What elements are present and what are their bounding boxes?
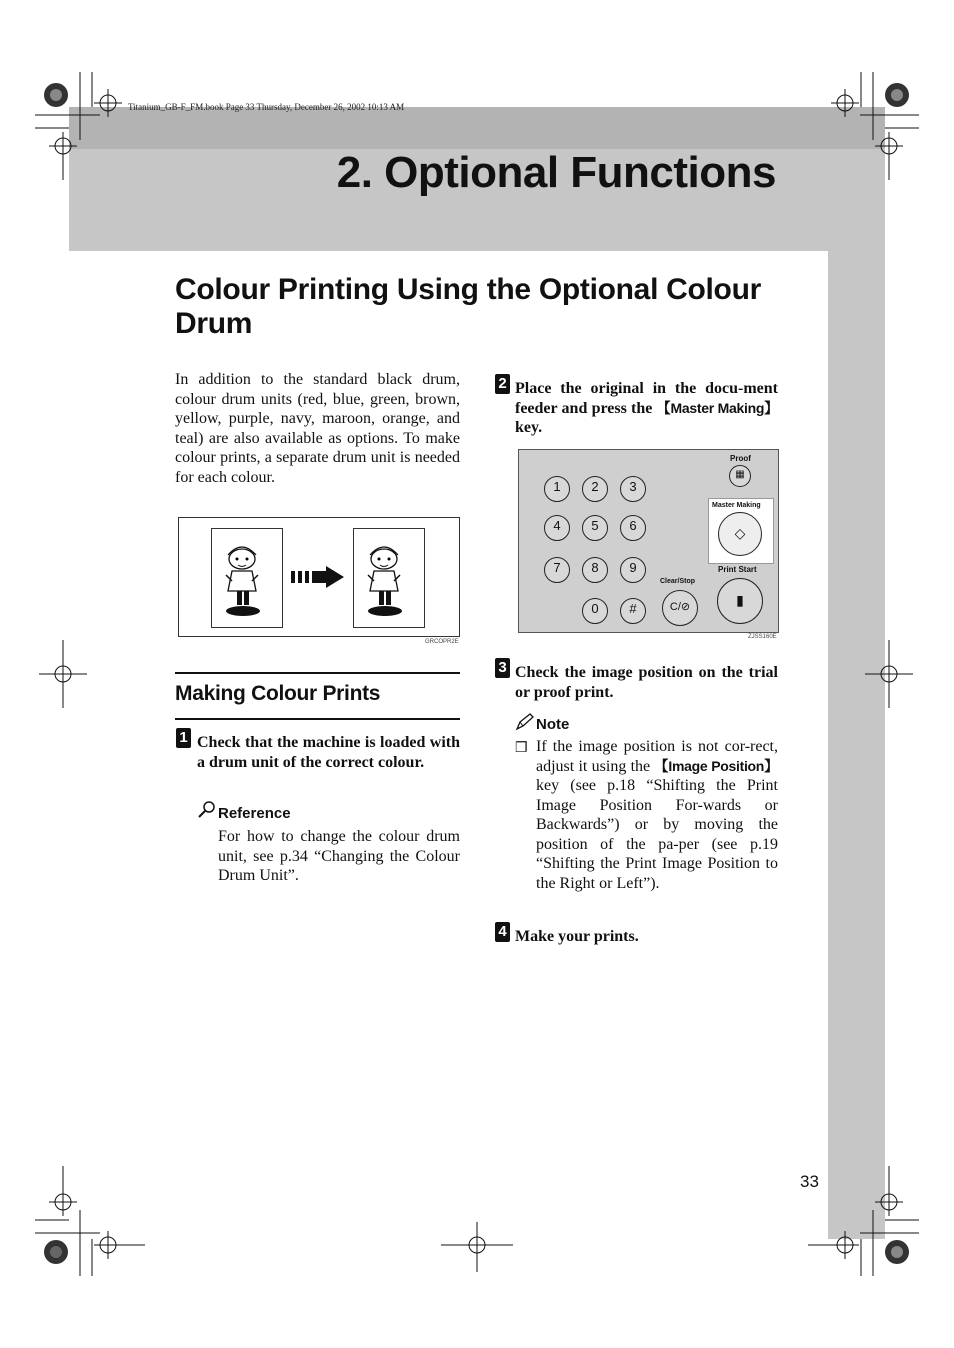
step-number-1: 1 [176, 728, 191, 748]
chapter-title: 2. Optional Functions [336, 148, 776, 197]
step-2-text-a: Place the original in the docu-ment feeder and press the [515, 380, 778, 417]
key-8: 8 [582, 557, 608, 583]
key-0: 0 [582, 598, 608, 624]
reference-text: For how to change the colour drum unit, see p.34 “Changing the Colour Drum Unit”. [218, 828, 460, 884]
image-position-key-label: 【Image Position】 [654, 757, 779, 774]
key-9: 9 [620, 557, 646, 583]
step-2-text [515, 379, 778, 438]
master-making-key-label: 【Master Making】 [656, 399, 779, 416]
master-making-button-icon: ◇ [718, 512, 762, 556]
print-start-button-icon: ▮ [717, 578, 763, 624]
pencil-note-icon [515, 713, 535, 731]
reference-label: Reference [218, 805, 291, 822]
step-3-text: Check the image position on the trial or proof print. [515, 664, 778, 701]
step-1-text: Check that the machine is loaded with a drum unit of the correct colour. [197, 734, 460, 771]
step-2-text-b: key. [515, 419, 543, 436]
key-4: 4 [544, 515, 570, 541]
step-number-3: 3 [495, 658, 510, 678]
key-1: 1 [544, 476, 570, 502]
child-illustration-icon [212, 529, 282, 627]
original-print-panel [211, 528, 283, 628]
key-3: 3 [620, 476, 646, 502]
note-text-b: key (see p.18 “Shifting the Print Image Position For-wards or Backwards”) or by moving the position of the pa-per (see p.19 “Shifting the Print Image Position to the Right or Left”). [536, 777, 778, 892]
colour-print-panel [353, 528, 425, 628]
figure-code: GRCOPR2E [425, 639, 459, 645]
key-2: 2 [582, 476, 608, 502]
checkbox-bullet-icon: ❒ [515, 739, 528, 755]
key-7: 7 [544, 557, 570, 583]
subsection-header [175, 672, 460, 720]
page-number: 33 [800, 1172, 819, 1191]
key-hash: # [620, 598, 646, 624]
arrow-right-icon [291, 566, 347, 588]
proof-label: Proof [730, 454, 751, 463]
step-number-2: 2 [495, 374, 510, 394]
note-text-a: If the image position is not cor-rect, adjust it using the [536, 738, 778, 775]
step-number-4: 4 [495, 922, 510, 942]
section-title: Colour Printing Using the Optional Colour Drum [175, 273, 761, 340]
subsection-title: Making Colour Prints [175, 682, 381, 705]
control-panel-illustration [518, 449, 779, 633]
note-label: Note [536, 716, 570, 733]
file-info-header: Titanium_GB-F_FM.book Page 33 Thursday, December 26, 2002 10:13 AM [128, 102, 405, 112]
note-text [536, 737, 778, 893]
key-6: 6 [620, 515, 646, 541]
child-illustration-icon [354, 529, 424, 627]
clear-stop-label: Clear/Stop [660, 578, 696, 585]
panel-figure-code: ZJSS160E [748, 634, 777, 640]
master-making-label: Master Making [712, 502, 761, 509]
proof-button-icon: ▦ [729, 465, 751, 487]
step-4-text: Make your prints. [515, 928, 639, 945]
clear-stop-button: C/⊘ [662, 590, 698, 626]
colour-print-figure [178, 517, 460, 637]
magnifier-icon [197, 800, 217, 818]
intro-paragraph: In addition to the standard black drum, colour drum units (red, blue, green, brown, yellow, purple, navy, maroon, orange, and teal) are also available as options. To make colour prints, a separate drum unit is needed for each colour. [175, 371, 460, 486]
key-5: 5 [582, 515, 608, 541]
print-start-label: Print Start [718, 565, 757, 574]
